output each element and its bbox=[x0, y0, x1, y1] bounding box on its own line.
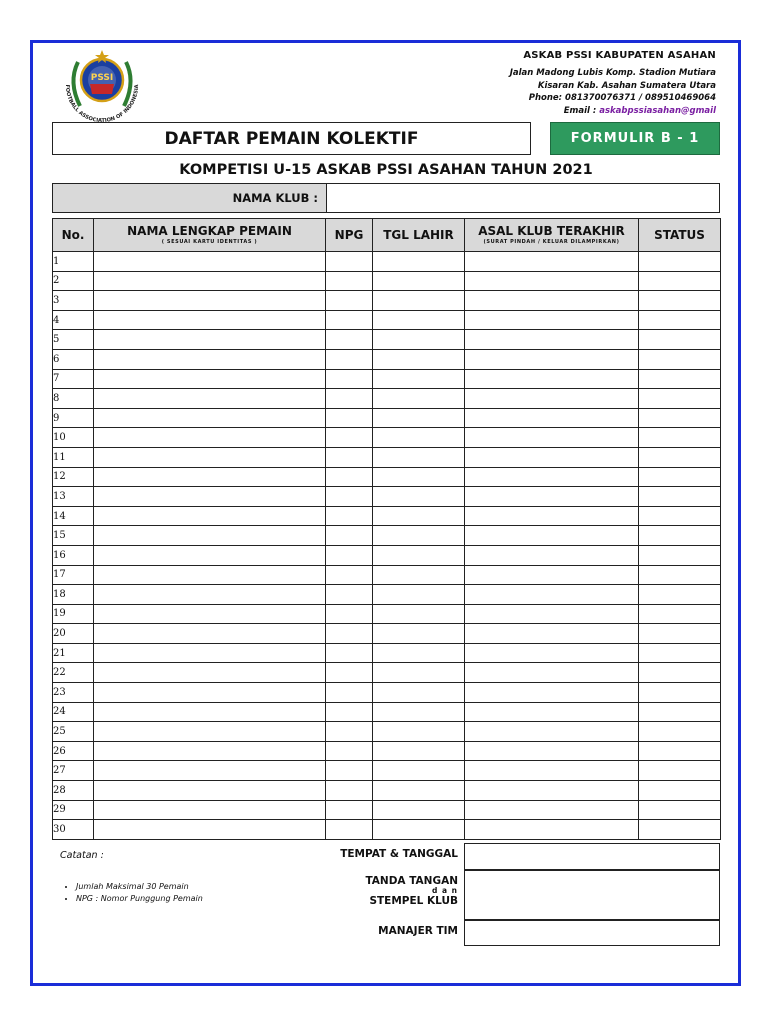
previous-club-cell[interactable] bbox=[465, 643, 639, 663]
row-number: 13 bbox=[53, 487, 94, 507]
birth-date-cell[interactable] bbox=[373, 252, 465, 272]
row-number: 3 bbox=[53, 291, 94, 311]
row-number: 16 bbox=[53, 545, 94, 565]
team-manager-field[interactable] bbox=[464, 920, 720, 946]
table-row bbox=[53, 526, 721, 546]
player-name-cell[interactable] bbox=[94, 291, 326, 311]
table-row bbox=[53, 369, 721, 389]
status-cell[interactable] bbox=[639, 545, 721, 565]
player-name-cell[interactable] bbox=[94, 781, 326, 801]
birth-date-cell[interactable] bbox=[373, 369, 465, 389]
table-row bbox=[53, 467, 721, 487]
birth-date-cell[interactable] bbox=[373, 506, 465, 526]
npg-cell[interactable] bbox=[326, 467, 373, 487]
row-number: 5 bbox=[53, 330, 94, 350]
status-cell[interactable] bbox=[639, 702, 721, 722]
org-name: ASKAB PSSI KABUPATEN ASAHAN bbox=[523, 50, 716, 61]
npg-cell[interactable] bbox=[326, 761, 373, 781]
birth-date-cell[interactable] bbox=[373, 624, 465, 644]
previous-club-cell[interactable] bbox=[465, 252, 639, 272]
row-number: 26 bbox=[53, 741, 94, 761]
npg-cell[interactable] bbox=[326, 330, 373, 350]
birth-date-cell[interactable] bbox=[373, 349, 465, 369]
previous-club-cell[interactable] bbox=[465, 330, 639, 350]
birth-date-cell[interactable] bbox=[373, 330, 465, 350]
previous-club-cell[interactable] bbox=[465, 428, 639, 448]
previous-club-cell[interactable] bbox=[465, 467, 639, 487]
birth-date-cell[interactable] bbox=[373, 800, 465, 820]
table-row bbox=[53, 741, 721, 761]
npg-cell[interactable] bbox=[326, 349, 373, 369]
birth-date-cell[interactable] bbox=[373, 428, 465, 448]
npg-cell[interactable] bbox=[326, 271, 373, 291]
npg-cell[interactable] bbox=[326, 408, 373, 428]
table-row bbox=[53, 722, 721, 742]
table-row bbox=[53, 761, 721, 781]
row-number: 18 bbox=[53, 585, 94, 605]
birth-date-cell[interactable] bbox=[373, 663, 465, 683]
status-cell[interactable] bbox=[639, 820, 721, 840]
previous-club-cell[interactable] bbox=[465, 585, 639, 605]
birth-date-cell[interactable] bbox=[373, 545, 465, 565]
table-row bbox=[53, 487, 721, 507]
player-name-cell[interactable] bbox=[94, 526, 326, 546]
org-phone: Phone: 081370076371 / 089510469064 bbox=[528, 93, 716, 103]
table-row bbox=[53, 408, 721, 428]
table-row bbox=[53, 702, 721, 722]
signature-label bbox=[320, 875, 458, 907]
npg-cell[interactable] bbox=[326, 820, 373, 840]
previous-club-cell[interactable] bbox=[465, 624, 639, 644]
npg-cell[interactable] bbox=[326, 722, 373, 742]
competition-subtitle: KOMPETISI U-15 ASKAB PSSI ASAHAN TAHUN 2021 bbox=[179, 162, 593, 178]
npg-cell[interactable] bbox=[326, 643, 373, 663]
form-title: DAFTAR PEMAIN KOLEKTIF bbox=[52, 122, 531, 155]
row-number: 23 bbox=[53, 683, 94, 703]
status-cell[interactable] bbox=[639, 291, 721, 311]
table-row bbox=[53, 428, 721, 448]
table-row bbox=[53, 565, 721, 585]
birth-date-cell[interactable] bbox=[373, 271, 465, 291]
previous-club-cell[interactable] bbox=[465, 702, 639, 722]
player-name-cell[interactable] bbox=[94, 702, 326, 722]
status-cell[interactable] bbox=[639, 252, 721, 272]
player-name-cell[interactable] bbox=[94, 506, 326, 526]
birth-date-cell[interactable] bbox=[373, 389, 465, 409]
status-cell[interactable] bbox=[639, 643, 721, 663]
status-cell[interactable] bbox=[639, 722, 721, 742]
org-address-line1: Jalan Madong Lubis Komp. Stadion Mutiara bbox=[509, 68, 716, 78]
npg-cell[interactable] bbox=[326, 545, 373, 565]
table-row bbox=[53, 545, 721, 565]
formulir-code-badge: FORMULIR B - 1 bbox=[550, 122, 720, 155]
row-number: 17 bbox=[53, 565, 94, 585]
player-name-cell[interactable] bbox=[94, 349, 326, 369]
previous-club-cell[interactable] bbox=[465, 310, 639, 330]
npg-cell[interactable] bbox=[326, 310, 373, 330]
org-address-line2: Kisaran Kab. Asahan Sumatera Utara bbox=[537, 80, 716, 91]
table-row bbox=[53, 800, 721, 820]
previous-club-cell[interactable] bbox=[465, 722, 639, 742]
player-name-cell[interactable] bbox=[94, 820, 326, 840]
birth-date-cell[interactable] bbox=[373, 722, 465, 742]
row-number: 1 bbox=[53, 252, 94, 272]
row-number: 15 bbox=[53, 526, 94, 546]
status-cell[interactable] bbox=[639, 428, 721, 448]
npg-cell[interactable] bbox=[326, 506, 373, 526]
row-number: 25 bbox=[53, 722, 94, 742]
col-header-nama-label: NAMA LENGKAP PEMAIN bbox=[127, 224, 292, 238]
previous-club-cell[interactable] bbox=[465, 369, 639, 389]
status-cell[interactable] bbox=[639, 467, 721, 487]
team-manager-label: MANAJER TIM bbox=[378, 925, 458, 937]
birth-date-cell[interactable] bbox=[373, 467, 465, 487]
signature-label-dan: d a n bbox=[432, 886, 458, 895]
npg-cell[interactable] bbox=[326, 800, 373, 820]
previous-club-cell[interactable] bbox=[465, 389, 639, 409]
player-name-cell[interactable] bbox=[94, 624, 326, 644]
birth-date-cell[interactable] bbox=[373, 781, 465, 801]
npg-cell[interactable] bbox=[326, 741, 373, 761]
previous-club-cell[interactable] bbox=[465, 487, 639, 507]
status-cell[interactable] bbox=[639, 624, 721, 644]
status-cell[interactable] bbox=[639, 683, 721, 703]
table-row bbox=[53, 643, 721, 663]
signature-label-line1: TANDA TANGAN bbox=[365, 875, 458, 887]
player-name-cell[interactable] bbox=[94, 369, 326, 389]
previous-club-cell[interactable] bbox=[465, 604, 639, 624]
row-number: 7 bbox=[53, 369, 94, 389]
place-date-label: TEMPAT & TANGGAL bbox=[340, 848, 458, 860]
status-cell[interactable] bbox=[639, 330, 721, 350]
org-email bbox=[510, 105, 716, 118]
previous-club-cell[interactable] bbox=[465, 663, 639, 683]
previous-club-cell[interactable] bbox=[465, 526, 639, 546]
row-number: 29 bbox=[53, 800, 94, 820]
birth-date-cell[interactable] bbox=[373, 761, 465, 781]
table-row bbox=[53, 683, 721, 703]
birth-date-cell[interactable] bbox=[373, 741, 465, 761]
npg-cell[interactable] bbox=[326, 428, 373, 448]
col-header-nama bbox=[94, 219, 326, 252]
player-name-cell[interactable] bbox=[94, 722, 326, 742]
player-name-cell[interactable] bbox=[94, 565, 326, 585]
club-name-row bbox=[52, 183, 720, 213]
signature-label-line2: STEMPEL KLUB bbox=[369, 895, 458, 907]
birth-date-cell[interactable] bbox=[373, 487, 465, 507]
table-row bbox=[53, 271, 721, 291]
row-number: 27 bbox=[53, 761, 94, 781]
logo-ring-text: FOOTBALL ASSOCIATION OF INDONESIA bbox=[63, 84, 141, 125]
player-name-cell[interactable] bbox=[94, 447, 326, 467]
birth-date-cell[interactable] bbox=[373, 310, 465, 330]
previous-club-cell[interactable] bbox=[465, 683, 639, 703]
npg-cell[interactable] bbox=[326, 604, 373, 624]
previous-club-cell[interactable] bbox=[465, 545, 639, 565]
player-name-cell[interactable] bbox=[94, 663, 326, 683]
row-number: 2 bbox=[53, 271, 94, 291]
player-name-cell[interactable] bbox=[94, 428, 326, 448]
status-cell[interactable] bbox=[639, 604, 721, 624]
row-number: 30 bbox=[53, 820, 94, 840]
player-name-cell[interactable] bbox=[94, 800, 326, 820]
col-header-asal-klub bbox=[465, 219, 639, 252]
status-cell[interactable] bbox=[639, 447, 721, 467]
previous-club-cell[interactable] bbox=[465, 291, 639, 311]
status-cell[interactable] bbox=[639, 349, 721, 369]
player-name-cell[interactable] bbox=[94, 604, 326, 624]
table-row bbox=[53, 349, 721, 369]
table-row bbox=[53, 252, 721, 272]
previous-club-cell[interactable] bbox=[465, 820, 639, 840]
row-number: 11 bbox=[53, 447, 94, 467]
birth-date-cell[interactable] bbox=[373, 565, 465, 585]
npg-cell[interactable] bbox=[326, 252, 373, 272]
col-header-no: No. bbox=[53, 219, 94, 252]
status-cell[interactable] bbox=[639, 663, 721, 683]
status-cell[interactable] bbox=[639, 800, 721, 820]
status-cell[interactable] bbox=[639, 487, 721, 507]
birth-date-cell[interactable] bbox=[373, 526, 465, 546]
npg-cell[interactable] bbox=[326, 526, 373, 546]
birth-date-cell[interactable] bbox=[373, 447, 465, 467]
status-cell[interactable] bbox=[639, 369, 721, 389]
player-name-cell[interactable] bbox=[94, 545, 326, 565]
player-name-cell[interactable] bbox=[94, 252, 326, 272]
table-header-row bbox=[53, 219, 721, 252]
table-row bbox=[53, 291, 721, 311]
row-number: 20 bbox=[53, 624, 94, 644]
organization-info bbox=[510, 50, 716, 117]
org-email-value: askabpssiasahan@gmail bbox=[599, 105, 716, 116]
previous-club-cell[interactable] bbox=[465, 271, 639, 291]
npg-cell[interactable] bbox=[326, 291, 373, 311]
birth-date-cell[interactable] bbox=[373, 820, 465, 840]
status-cell[interactable] bbox=[639, 526, 721, 546]
player-name-cell[interactable] bbox=[94, 467, 326, 487]
row-number: 6 bbox=[53, 349, 94, 369]
player-name-cell[interactable] bbox=[94, 643, 326, 663]
player-name-cell[interactable] bbox=[94, 683, 326, 703]
status-cell[interactable] bbox=[639, 389, 721, 409]
previous-club-cell[interactable] bbox=[465, 349, 639, 369]
club-name-field[interactable] bbox=[327, 184, 719, 212]
pssi-logo-icon bbox=[56, 42, 148, 130]
notes-label: Catatan : bbox=[60, 850, 104, 861]
status-cell[interactable] bbox=[639, 408, 721, 428]
row-number: 12 bbox=[53, 467, 94, 487]
npg-cell[interactable] bbox=[326, 683, 373, 703]
table-row bbox=[53, 820, 721, 840]
player-name-cell[interactable] bbox=[94, 408, 326, 428]
npg-cell[interactable] bbox=[326, 781, 373, 801]
birth-date-cell[interactable] bbox=[373, 585, 465, 605]
row-number: 24 bbox=[53, 702, 94, 722]
row-number: 4 bbox=[53, 310, 94, 330]
row-number: 28 bbox=[53, 781, 94, 801]
previous-club-cell[interactable] bbox=[465, 781, 639, 801]
player-name-cell[interactable] bbox=[94, 330, 326, 350]
player-name-cell[interactable] bbox=[94, 487, 326, 507]
table-row bbox=[53, 310, 721, 330]
note-item: • Jumlah Maksimal 30 Pemain bbox=[76, 881, 203, 893]
player-name-cell[interactable] bbox=[94, 585, 326, 605]
previous-club-cell[interactable] bbox=[465, 800, 639, 820]
birth-date-cell[interactable] bbox=[373, 604, 465, 624]
birth-date-cell[interactable] bbox=[373, 643, 465, 663]
col-header-asal-label: ASAL KLUB TERAKHIR bbox=[478, 224, 625, 238]
col-header-status: STATUS bbox=[639, 219, 721, 252]
row-number: 19 bbox=[53, 604, 94, 624]
table-row bbox=[53, 624, 721, 644]
previous-club-cell[interactable] bbox=[465, 447, 639, 467]
birth-date-cell[interactable] bbox=[373, 702, 465, 722]
npg-cell[interactable] bbox=[326, 702, 373, 722]
npg-cell[interactable] bbox=[326, 369, 373, 389]
row-number: 14 bbox=[53, 506, 94, 526]
status-cell[interactable] bbox=[639, 271, 721, 291]
previous-club-cell[interactable] bbox=[465, 506, 639, 526]
col-header-tgl-lahir: TGL LAHIR bbox=[373, 219, 465, 252]
col-header-npg: NPG bbox=[326, 219, 373, 252]
table-row bbox=[53, 604, 721, 624]
table-row bbox=[53, 389, 721, 409]
npg-cell[interactable] bbox=[326, 585, 373, 605]
player-name-cell[interactable] bbox=[94, 761, 326, 781]
previous-club-cell[interactable] bbox=[465, 741, 639, 761]
previous-club-cell[interactable] bbox=[465, 761, 639, 781]
status-cell[interactable] bbox=[639, 741, 721, 761]
svg-text:PSSI: PSSI bbox=[90, 73, 114, 83]
notes-section bbox=[60, 850, 203, 905]
club-name-label: NAMA KLUB : bbox=[53, 184, 327, 212]
npg-cell[interactable] bbox=[326, 565, 373, 585]
row-number: 8 bbox=[53, 389, 94, 409]
table-row bbox=[53, 447, 721, 467]
player-name-cell[interactable] bbox=[94, 310, 326, 330]
status-cell[interactable] bbox=[639, 781, 721, 801]
status-cell[interactable] bbox=[639, 506, 721, 526]
npg-cell[interactable] bbox=[326, 663, 373, 683]
previous-club-cell[interactable] bbox=[465, 565, 639, 585]
row-number: 21 bbox=[53, 643, 94, 663]
status-cell[interactable] bbox=[639, 761, 721, 781]
row-number: 10 bbox=[53, 428, 94, 448]
col-header-asal-note: (SURAT PINDAH / KELUAR DILAMPIRKAN) bbox=[483, 239, 620, 245]
signature-stamp-field[interactable] bbox=[464, 870, 720, 920]
npg-cell[interactable] bbox=[326, 447, 373, 467]
previous-club-cell[interactable] bbox=[465, 408, 639, 428]
place-date-field[interactable] bbox=[464, 843, 720, 870]
table-row bbox=[53, 585, 721, 605]
birth-date-cell[interactable] bbox=[373, 291, 465, 311]
org-email-label: Email : bbox=[563, 105, 600, 116]
birth-date-cell[interactable] bbox=[373, 408, 465, 428]
table-row bbox=[53, 506, 721, 526]
note-item: • NPG : Nomor Punggung Pemain bbox=[76, 893, 203, 905]
player-list-table bbox=[52, 218, 721, 840]
player-name-cell[interactable] bbox=[94, 389, 326, 409]
player-name-cell[interactable] bbox=[94, 271, 326, 291]
npg-cell[interactable] bbox=[326, 389, 373, 409]
table-row bbox=[53, 781, 721, 801]
player-name-cell[interactable] bbox=[94, 741, 326, 761]
npg-cell[interactable] bbox=[326, 487, 373, 507]
col-header-nama-note: ( SESUAI KARTU IDENTITAS ) bbox=[161, 239, 258, 245]
status-cell[interactable] bbox=[639, 565, 721, 585]
row-number: 9 bbox=[53, 408, 94, 428]
status-cell[interactable] bbox=[639, 310, 721, 330]
birth-date-cell[interactable] bbox=[373, 683, 465, 703]
table-row bbox=[53, 330, 721, 350]
row-number: 22 bbox=[53, 663, 94, 683]
table-row bbox=[53, 663, 721, 683]
status-cell[interactable] bbox=[639, 585, 721, 605]
npg-cell[interactable] bbox=[326, 624, 373, 644]
